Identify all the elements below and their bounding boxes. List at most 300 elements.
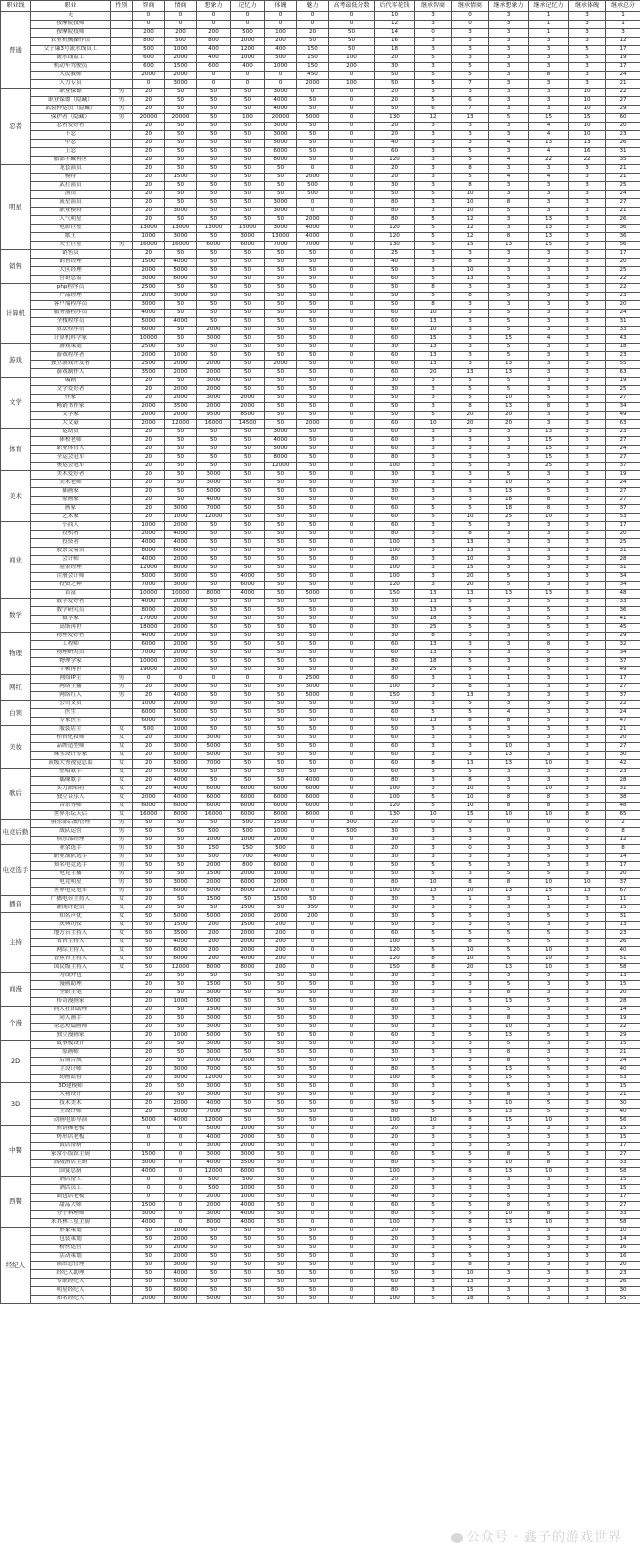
table-cell: 50 bbox=[265, 182, 297, 191]
table-cell: 50 bbox=[265, 377, 297, 386]
table-cell: 5000 bbox=[165, 751, 197, 760]
table-cell: 50 bbox=[375, 1100, 415, 1109]
table-cell: 13 bbox=[489, 360, 529, 369]
table-cell: 13 bbox=[415, 649, 452, 658]
table-cell: 50 bbox=[165, 250, 197, 259]
table-cell: 3000 bbox=[197, 335, 231, 344]
table-cell: 30 bbox=[375, 632, 415, 641]
table-cell: 女 bbox=[111, 947, 133, 956]
table-cell: 50 bbox=[197, 641, 231, 650]
career-name-cell: 营销总监 bbox=[31, 275, 111, 284]
table-cell: 80 bbox=[375, 1159, 415, 1168]
table-cell: 0 bbox=[329, 369, 375, 378]
table-cell: 20 bbox=[606, 989, 640, 998]
table-cell: 3 bbox=[489, 437, 529, 446]
table-cell: 50 bbox=[265, 1040, 297, 1049]
table-cell: 3 bbox=[569, 760, 606, 769]
table-cell: 1000 bbox=[165, 726, 197, 735]
table-cell: 3 bbox=[452, 428, 489, 437]
table-cell: 30 bbox=[375, 828, 415, 837]
table-cell: 50 bbox=[197, 97, 231, 106]
table-cell: 5 bbox=[529, 870, 569, 879]
table-cell: 3 bbox=[569, 573, 606, 582]
table-cell: 0 bbox=[329, 377, 375, 386]
table-cell: 4000 bbox=[165, 539, 197, 548]
table-cell: 3 bbox=[569, 1134, 606, 1143]
table-cell: 3 bbox=[569, 1278, 606, 1287]
table-cell: 3 bbox=[452, 1125, 489, 1134]
table-cell: 5 bbox=[452, 63, 489, 72]
career-name-cell: 3D建模师 bbox=[31, 1083, 111, 1092]
table-cell: 50 bbox=[375, 615, 415, 624]
table-cell: 0 bbox=[329, 182, 375, 191]
table-cell: 800 bbox=[197, 37, 231, 46]
table-cell: 3 bbox=[529, 250, 569, 259]
table-row bbox=[1, 216, 640, 225]
table-cell: 3 bbox=[569, 590, 606, 599]
table-cell: 3 bbox=[452, 54, 489, 63]
table-cell: 10 bbox=[529, 947, 569, 956]
table-cell: 3 bbox=[489, 726, 529, 735]
career-name-cell: 运动员 bbox=[31, 428, 111, 437]
table-cell: 2000 bbox=[265, 879, 297, 888]
table-cell: 200 bbox=[197, 938, 231, 947]
table-cell: 50 bbox=[231, 190, 265, 199]
table-cell: 50 bbox=[231, 292, 265, 301]
table-row bbox=[1, 1193, 640, 1202]
table-cell: 20 bbox=[133, 1083, 165, 1092]
table-cell: 50 bbox=[133, 836, 165, 845]
table-cell: 0 bbox=[329, 394, 375, 403]
table-cell: 60 bbox=[375, 1278, 415, 1287]
table-cell bbox=[111, 598, 133, 607]
table-cell: 50 bbox=[265, 1168, 297, 1177]
table-cell: 50 bbox=[375, 870, 415, 879]
table-cell: 60 bbox=[375, 760, 415, 769]
table-cell: 50 bbox=[165, 488, 197, 497]
table-cell: 50 bbox=[133, 964, 165, 973]
career-name-cell: 牛顿再世 bbox=[31, 666, 111, 675]
table-cell: 50 bbox=[297, 1270, 329, 1279]
table-cell: 0 bbox=[297, 88, 329, 97]
table-cell: 13 bbox=[489, 488, 529, 497]
table-row bbox=[1, 114, 640, 123]
table-row bbox=[1, 224, 640, 233]
table-cell: 34 bbox=[606, 649, 640, 658]
table-cell: 5 bbox=[415, 870, 452, 879]
career-name-cell: 职业保镖（隐藏） bbox=[31, 97, 111, 106]
table-cell: 5 bbox=[452, 666, 489, 675]
table-cell: 8500 bbox=[231, 411, 265, 420]
table-row bbox=[1, 267, 640, 276]
table-cell: 26 bbox=[606, 1278, 640, 1287]
table-cell: 0 bbox=[329, 148, 375, 157]
table-cell: 10 bbox=[569, 97, 606, 106]
table-row bbox=[1, 233, 640, 242]
table-cell: 3 bbox=[569, 343, 606, 352]
table-cell: 50 bbox=[197, 216, 231, 225]
table-cell bbox=[111, 352, 133, 361]
table-cell: 65 bbox=[606, 811, 640, 820]
table-cell: 50 bbox=[231, 88, 265, 97]
table-cell: 3 bbox=[569, 1193, 606, 1202]
table-cell: 120 bbox=[375, 581, 415, 590]
career-line-cell: 电竞选手 bbox=[1, 845, 31, 896]
career-name-cell: php程序员 bbox=[31, 284, 111, 293]
table-cell: 3 bbox=[452, 1134, 489, 1143]
table-cell: 100 bbox=[375, 547, 415, 556]
table-cell: 50 bbox=[297, 488, 329, 497]
table-cell: 1000 bbox=[265, 870, 297, 879]
table-cell: 0 bbox=[329, 1295, 375, 1304]
table-cell: 25 bbox=[415, 666, 452, 675]
table-cell: 50 bbox=[231, 97, 265, 106]
table-cell: 37 bbox=[606, 462, 640, 471]
table-cell: 3 bbox=[529, 1083, 569, 1092]
table-cell: 3 bbox=[569, 233, 606, 242]
table-cell: 50 bbox=[297, 1006, 329, 1015]
career-name-cell: 同人社团助理 bbox=[31, 1006, 111, 1015]
table-cell: 5 bbox=[452, 1253, 489, 1262]
table-cell: 3 bbox=[452, 335, 489, 344]
table-cell: 30 bbox=[375, 607, 415, 616]
table-cell: 2500 bbox=[133, 343, 165, 352]
table-cell: 500 bbox=[265, 54, 297, 63]
table-cell: 5 bbox=[452, 700, 489, 709]
table-cell: 20 bbox=[133, 683, 165, 692]
table-cell: 20 bbox=[133, 148, 165, 157]
table-cell: 50 bbox=[297, 743, 329, 752]
table-cell: 50 bbox=[231, 777, 265, 786]
table-cell: 0 bbox=[329, 301, 375, 310]
table-cell: 600 bbox=[133, 63, 165, 72]
career-name-cell: 投资之神 bbox=[31, 581, 111, 590]
table-row bbox=[1, 1040, 640, 1049]
table-cell bbox=[111, 615, 133, 624]
table-cell: 50 bbox=[165, 479, 197, 488]
table-cell: 3 bbox=[489, 1125, 529, 1134]
table-cell: 50 bbox=[297, 768, 329, 777]
career-name-cell: 匀线外包 bbox=[31, 972, 111, 981]
table-cell: 0 bbox=[165, 1185, 197, 1194]
table-cell: 17 bbox=[606, 46, 640, 55]
career-name-cell: 技术美术 bbox=[31, 1100, 111, 1109]
career-line-cell: 西餐 bbox=[1, 1176, 31, 1227]
table-cell: 3500 bbox=[231, 1159, 265, 1168]
table-cell: 3 bbox=[606, 29, 640, 38]
table-cell: 女 bbox=[111, 751, 133, 760]
table-cell: 2000 bbox=[133, 411, 165, 420]
table-cell: 50 bbox=[297, 598, 329, 607]
table-cell bbox=[111, 46, 133, 55]
table-cell: 3 bbox=[569, 751, 606, 760]
table-row bbox=[1, 199, 640, 208]
table-cell: 3 bbox=[489, 1253, 529, 1262]
table-cell: 0 bbox=[329, 547, 375, 556]
table-cell: 13 bbox=[606, 972, 640, 981]
career-name-cell: 知名经纪人 bbox=[31, 1295, 111, 1304]
table-cell: 31 bbox=[606, 785, 640, 794]
table-cell: 50 bbox=[197, 1236, 231, 1245]
table-row bbox=[1, 1142, 640, 1151]
table-cell: 5 bbox=[452, 862, 489, 871]
table-cell: 3 bbox=[529, 1227, 569, 1236]
table-cell: 4 bbox=[529, 173, 569, 182]
table-cell: 0 bbox=[197, 20, 231, 29]
career-name-cell: 全运会冠军 bbox=[31, 454, 111, 463]
table-row bbox=[1, 717, 640, 726]
table-cell: 3000 bbox=[165, 1074, 197, 1083]
career-name-cell: 面包店老板 bbox=[31, 1193, 111, 1202]
table-cell: 0 bbox=[329, 335, 375, 344]
table-cell: 3 bbox=[529, 981, 569, 990]
table-cell: 24 bbox=[606, 479, 640, 488]
table-cell: 400 bbox=[231, 63, 265, 72]
table-cell: 200 bbox=[197, 947, 231, 956]
table-cell: 3 bbox=[415, 726, 452, 735]
table-cell: 50 bbox=[375, 403, 415, 412]
table-cell: 5 bbox=[415, 71, 452, 80]
table-cell: 3 bbox=[452, 836, 489, 845]
table-cell: 60 bbox=[375, 352, 415, 361]
table-cell: 3 bbox=[489, 615, 529, 624]
table-cell: 10 bbox=[529, 760, 569, 769]
table-cell: 3000 bbox=[165, 734, 197, 743]
table-row bbox=[1, 828, 640, 837]
table-cell: 50 bbox=[231, 369, 265, 378]
column-header: 体魄 bbox=[265, 1, 297, 12]
table-cell: 5 bbox=[489, 1295, 529, 1304]
table-cell: 50 bbox=[297, 250, 329, 259]
table-cell: 女 bbox=[111, 938, 133, 947]
table-cell: 3 bbox=[529, 751, 569, 760]
table-cell: 5 bbox=[489, 1083, 529, 1092]
table-cell: 5 bbox=[415, 411, 452, 420]
table-cell: 3 bbox=[569, 998, 606, 1007]
table-cell: 2000 bbox=[197, 369, 231, 378]
table-cell: 50 bbox=[265, 1015, 297, 1024]
table-cell: 3 bbox=[452, 904, 489, 913]
table-cell: 3 bbox=[529, 88, 569, 97]
table-cell: 13 bbox=[489, 369, 529, 378]
table-cell: 0 bbox=[329, 216, 375, 225]
table-cell: 3 bbox=[569, 513, 606, 522]
table-cell: 5 bbox=[415, 913, 452, 922]
table-cell: 37 bbox=[606, 658, 640, 667]
table-cell: 0 bbox=[329, 173, 375, 182]
table-cell: 6 bbox=[415, 105, 452, 114]
table-row bbox=[1, 37, 640, 46]
table-cell: 3 bbox=[415, 573, 452, 582]
table-cell: 3 bbox=[415, 479, 452, 488]
table-cell: 50 bbox=[297, 539, 329, 548]
table-cell: 3 bbox=[529, 267, 569, 276]
table-cell: 5000 bbox=[165, 1278, 197, 1287]
table-cell: 50 bbox=[197, 726, 231, 735]
table-cell: 50 bbox=[265, 692, 297, 701]
table-cell: 8 bbox=[529, 505, 569, 514]
table-cell: 50 bbox=[265, 998, 297, 1007]
table-cell: 50 bbox=[231, 1244, 265, 1253]
table-cell: 0 bbox=[329, 972, 375, 981]
table-cell: 3 bbox=[569, 913, 606, 922]
table-cell bbox=[111, 462, 133, 471]
table-cell: 1500 bbox=[133, 258, 165, 267]
table-cell: 41 bbox=[606, 615, 640, 624]
table-cell: 10 bbox=[415, 309, 452, 318]
table-cell: 3 bbox=[415, 1057, 452, 1066]
table-cell: 20 bbox=[375, 97, 415, 106]
table-cell: 500 bbox=[197, 828, 231, 837]
table-cell: 50 bbox=[231, 556, 265, 565]
table-cell: 20 bbox=[133, 216, 165, 225]
table-cell: 500 bbox=[165, 37, 197, 46]
table-cell: 10 bbox=[452, 190, 489, 199]
table-cell: 4000 bbox=[165, 318, 197, 327]
table-cell: 10 bbox=[375, 12, 415, 21]
table-cell: 3 bbox=[569, 896, 606, 905]
table-cell: 3 bbox=[569, 1142, 606, 1151]
table-cell: 50 bbox=[265, 700, 297, 709]
table-cell: 5 bbox=[415, 1108, 452, 1117]
table-cell: 50 bbox=[231, 1091, 265, 1100]
table-cell bbox=[111, 1244, 133, 1253]
table-cell: 3 bbox=[569, 20, 606, 29]
table-cell: 50 bbox=[265, 394, 297, 403]
table-cell: 20 bbox=[375, 88, 415, 97]
table-cell: 2500 bbox=[133, 360, 165, 369]
table-cell: 5000 bbox=[265, 445, 297, 454]
table-cell: 20 bbox=[133, 1091, 165, 1100]
table-cell: 1 bbox=[529, 20, 569, 29]
table-cell: 6000 bbox=[231, 785, 265, 794]
table-cell: 0 bbox=[329, 683, 375, 692]
table-cell: 60 bbox=[375, 496, 415, 505]
table-cell: 8000 bbox=[231, 887, 265, 896]
table-cell: 女 bbox=[111, 802, 133, 811]
table-cell: 20 bbox=[606, 734, 640, 743]
table-cell: 60 bbox=[375, 1151, 415, 1160]
table-cell: 0 bbox=[329, 556, 375, 565]
table-cell: 50 bbox=[265, 326, 297, 335]
table-cell: 50 bbox=[297, 1032, 329, 1041]
table-cell: 200 bbox=[265, 964, 297, 973]
table-cell: 2500 bbox=[297, 675, 329, 684]
table-row bbox=[1, 896, 640, 905]
career-name-cell: 顶级大秀视觉总监 bbox=[31, 760, 111, 769]
table-cell: 50 bbox=[297, 1015, 329, 1024]
table-cell: 5 bbox=[489, 581, 529, 590]
table-cell: 15 bbox=[606, 904, 640, 913]
table-cell: 20 bbox=[297, 29, 329, 38]
table-cell: 3 bbox=[415, 437, 452, 446]
table-cell: 30 bbox=[375, 981, 415, 990]
table-cell: 50 bbox=[197, 658, 231, 667]
table-cell: 0 bbox=[297, 1219, 329, 1228]
table-cell: 100 bbox=[375, 564, 415, 573]
table-cell: 50 bbox=[297, 284, 329, 293]
table-cell: 4000 bbox=[265, 853, 297, 862]
table-cell: 3 bbox=[415, 700, 452, 709]
table-cell: 1 bbox=[606, 20, 640, 29]
table-cell: 0 bbox=[133, 12, 165, 21]
table-cell: 17 bbox=[606, 1193, 640, 1202]
table-cell: 3 bbox=[415, 836, 452, 845]
table-cell: 0 bbox=[329, 913, 375, 922]
table-cell: 5 bbox=[529, 1032, 569, 1041]
table-cell: 5 bbox=[415, 54, 452, 63]
table-cell: 50 bbox=[297, 105, 329, 114]
career-line-cell: 个漫 bbox=[1, 1006, 31, 1040]
table-cell: 4 bbox=[489, 156, 529, 165]
table-cell: 3 bbox=[569, 1244, 606, 1253]
table-cell: 15 bbox=[489, 335, 529, 344]
table-cell: 0 bbox=[329, 598, 375, 607]
table-cell: 13 bbox=[489, 241, 529, 250]
table-cell: 3 bbox=[569, 581, 606, 590]
table-cell: 8 bbox=[489, 794, 529, 803]
table-cell: 3 bbox=[569, 207, 606, 216]
table-cell: 0 bbox=[297, 887, 329, 896]
table-cell: 50 bbox=[231, 148, 265, 157]
table-cell: 13 bbox=[489, 887, 529, 896]
table-cell: 3 bbox=[529, 581, 569, 590]
table-cell: 50 bbox=[165, 819, 197, 828]
table-cell: 58 bbox=[606, 1168, 640, 1177]
table-cell: 50 bbox=[265, 488, 297, 497]
table-cell: 3 bbox=[529, 207, 569, 216]
table-cell: 1500 bbox=[265, 819, 297, 828]
table-cell: 男 bbox=[111, 819, 133, 828]
table-cell: 3 bbox=[489, 148, 529, 157]
table-cell: 0 bbox=[329, 785, 375, 794]
table-cell: 120 bbox=[375, 233, 415, 242]
career-line-cell: 物理 bbox=[1, 632, 31, 675]
table-cell: 2000 bbox=[197, 1057, 231, 1066]
table-cell: 3 bbox=[569, 1151, 606, 1160]
table-cell: 3 bbox=[529, 318, 569, 327]
career-name-cell: 奥运会冠军 bbox=[31, 462, 111, 471]
table-cell: 6000 bbox=[231, 1168, 265, 1177]
table-cell: 13000 bbox=[265, 233, 297, 242]
table-cell: 50 bbox=[265, 258, 297, 267]
table-cell: 20 bbox=[606, 1261, 640, 1270]
table-cell: 5 bbox=[452, 913, 489, 922]
table-cell: 3 bbox=[529, 284, 569, 293]
table-cell: 2000 bbox=[197, 879, 231, 888]
table-cell: 10 bbox=[529, 1219, 569, 1228]
table-cell: 50 bbox=[231, 462, 265, 471]
table-cell: 50 bbox=[297, 615, 329, 624]
table-cell: 8 bbox=[452, 1168, 489, 1177]
table-cell: 3 bbox=[569, 1125, 606, 1134]
table-cell: 4 bbox=[529, 148, 569, 157]
table-cell: 100 bbox=[329, 80, 375, 89]
table-cell: 50 bbox=[265, 335, 297, 344]
table-cell: 20 bbox=[133, 972, 165, 981]
table-cell: 50 bbox=[231, 751, 265, 760]
table-cell: 3500 bbox=[165, 403, 197, 412]
table-cell: 3 bbox=[569, 607, 606, 616]
table-cell: 50 bbox=[231, 1287, 265, 1296]
table-cell: 60 bbox=[375, 437, 415, 446]
table-cell: 8 bbox=[569, 811, 606, 820]
table-cell: 1500 bbox=[165, 173, 197, 182]
table-cell: 3 bbox=[415, 1125, 452, 1134]
table-cell: 50 bbox=[265, 165, 297, 174]
table-cell: 4000 bbox=[231, 955, 265, 964]
table-cell: 0 bbox=[452, 20, 489, 29]
